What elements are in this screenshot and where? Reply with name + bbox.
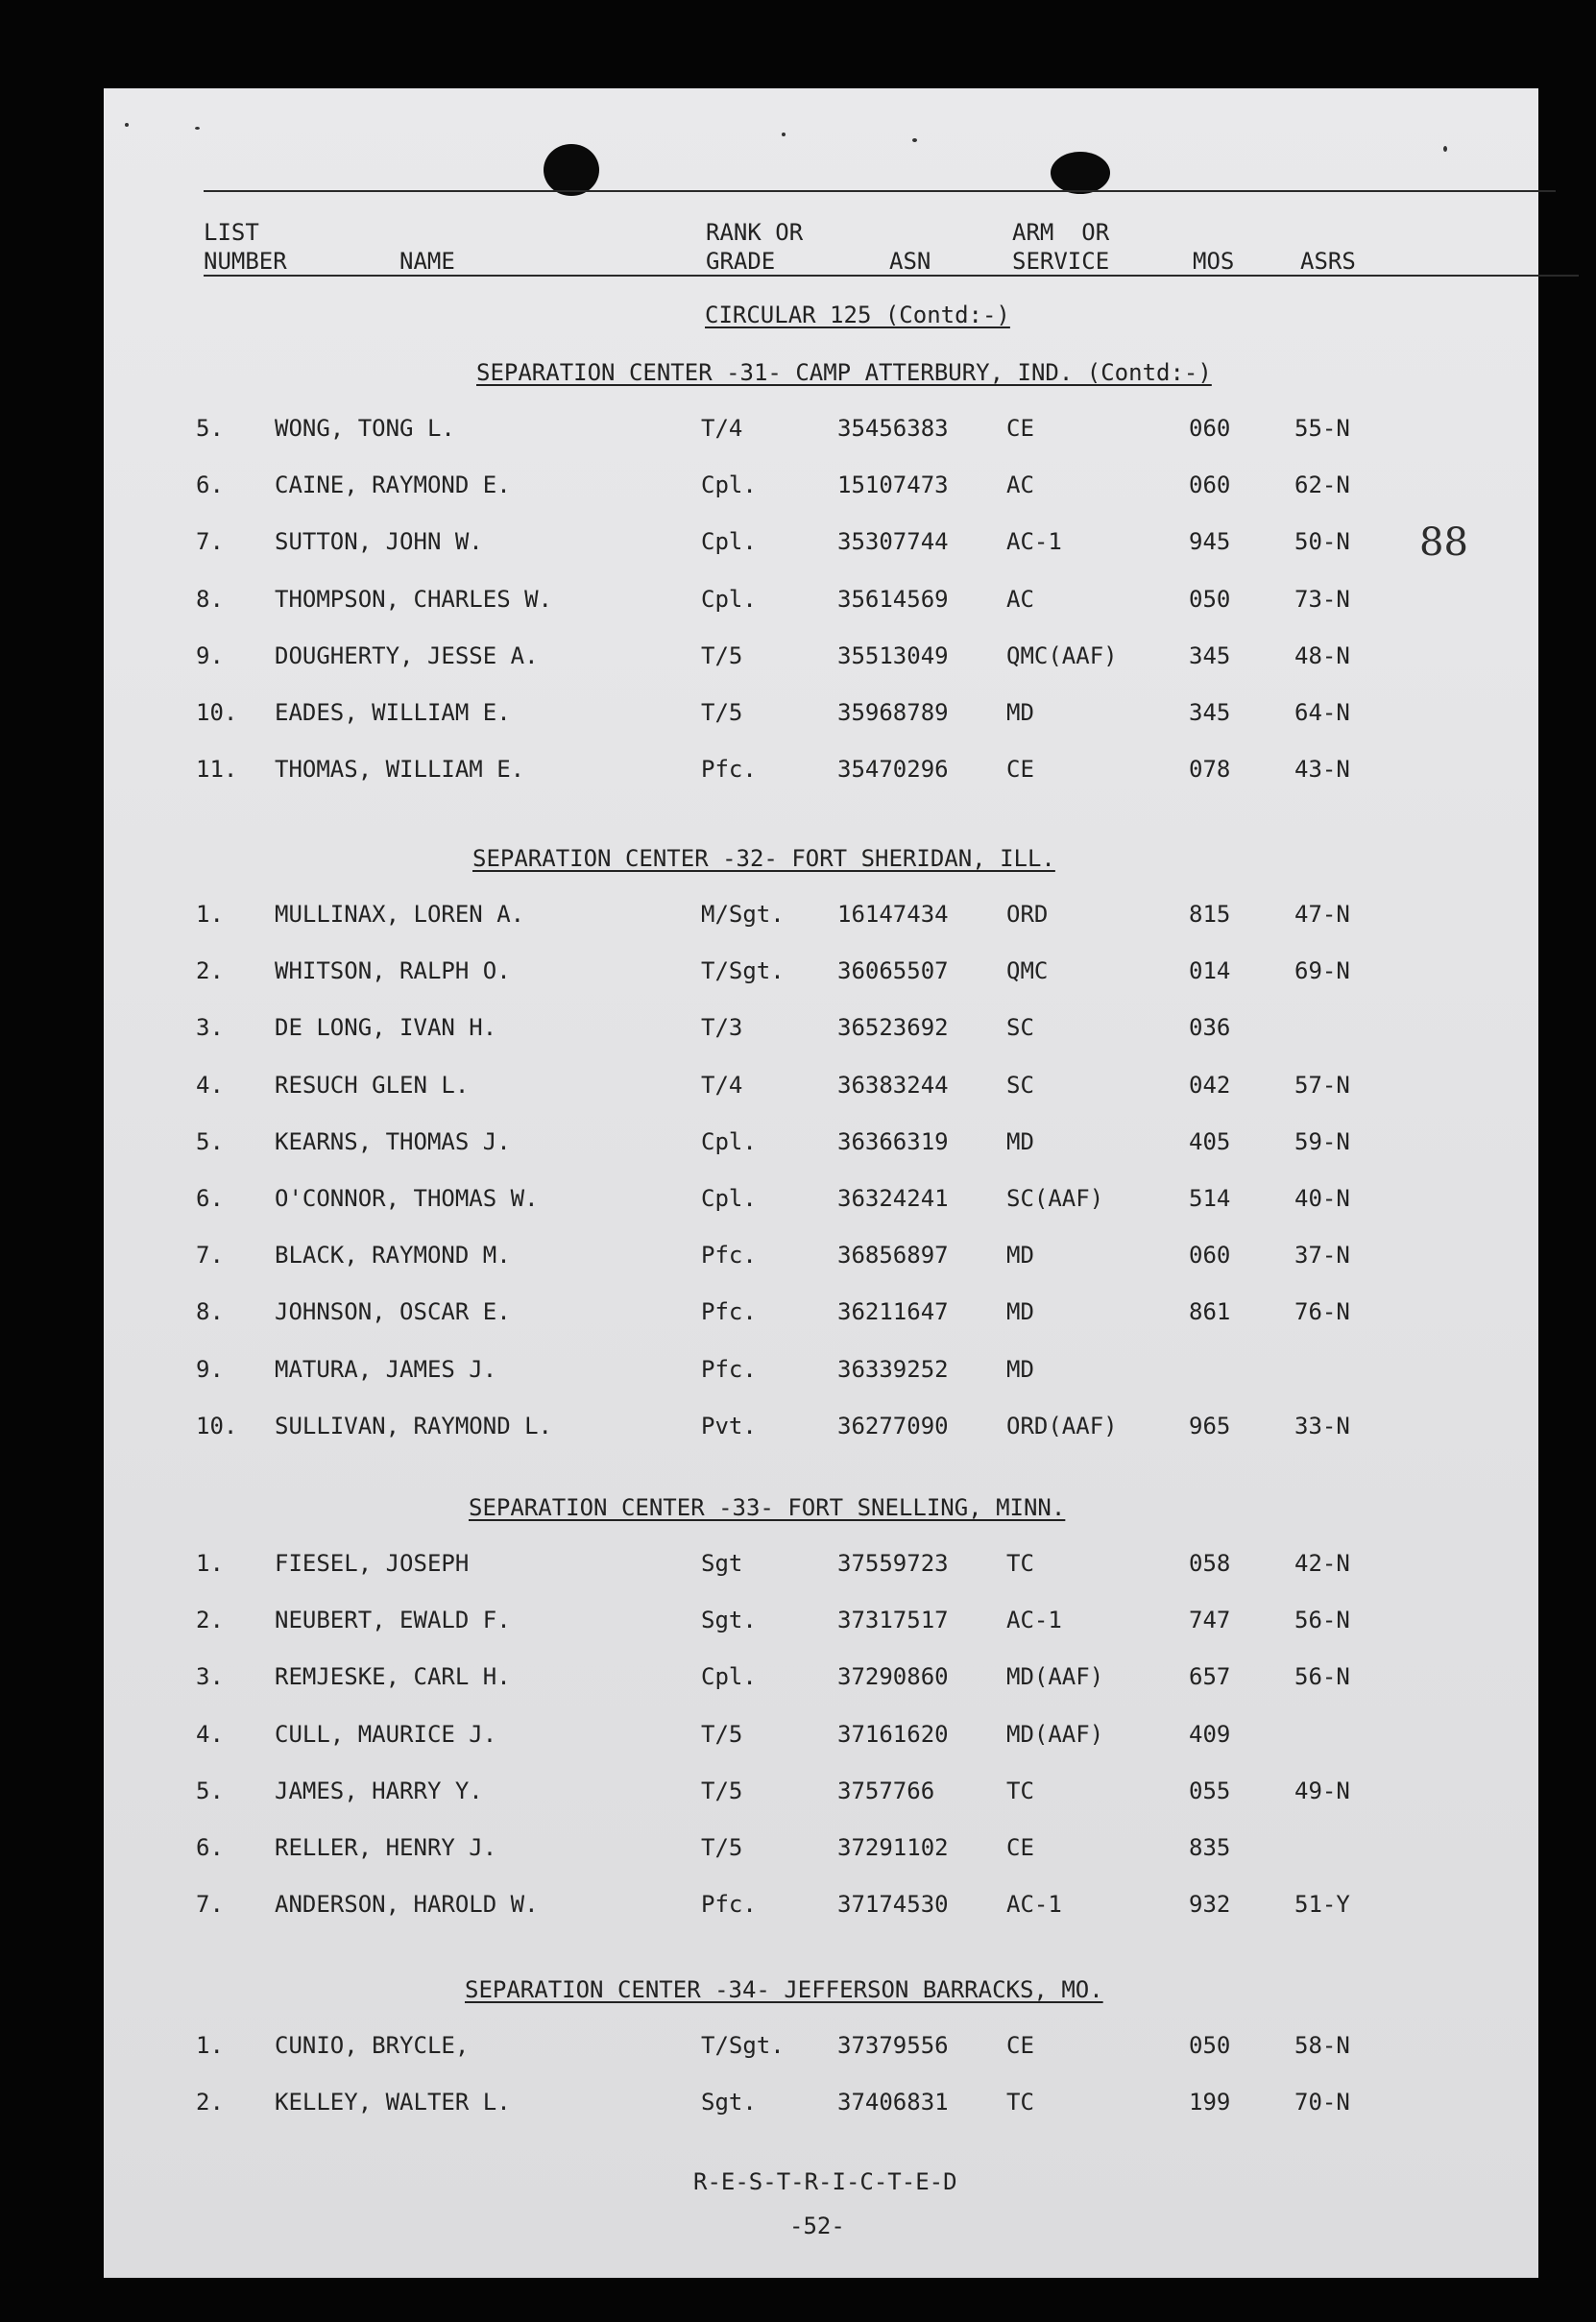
row-name: DE LONG, IVAN H.: [275, 1014, 497, 1041]
row-mos: 050: [1189, 2032, 1231, 2059]
header-asrs: ASRS: [1300, 248, 1356, 275]
row-asrs: 58-N: [1294, 2032, 1350, 2059]
row-name: CUNIO, BRYCLE,: [275, 2032, 470, 2059]
row-name: NEUBERT, EWALD F.: [275, 1607, 511, 1633]
row-rank: Cpl.: [701, 1128, 757, 1155]
header-mos: MOS: [1193, 248, 1235, 275]
row-arm-or-service: CE: [1006, 756, 1034, 783]
row-name: KELLEY, WALTER L.: [275, 2089, 511, 2116]
row-list-number: 6.: [196, 472, 224, 498]
row-mos: 060: [1189, 1242, 1231, 1269]
row-name: THOMPSON, CHARLES W.: [275, 586, 552, 613]
row-list-number: 3.: [196, 1663, 224, 1690]
speck: [125, 123, 129, 127]
row-asn: 3757766: [837, 1778, 935, 1804]
row-list-number: 6.: [196, 1834, 224, 1861]
row-mos: 055: [1189, 1778, 1231, 1804]
row-list-number: 7.: [196, 1242, 224, 1269]
row-name: RELLER, HENRY J.: [275, 1834, 497, 1861]
row-rank: Pfc.: [701, 756, 757, 783]
row-asrs: 56-N: [1294, 1663, 1350, 1690]
row-rank: T/3: [701, 1014, 743, 1041]
section-title: SEPARATION CENTER -31- CAMP ATTERBURY, IND. (Contd:-): [476, 359, 1212, 386]
row-rank: Sgt.: [701, 1607, 757, 1633]
header-rule: [204, 275, 1579, 277]
row-arm-or-service: TC: [1006, 1778, 1034, 1804]
row-name: BLACK, RAYMOND M.: [275, 1242, 511, 1269]
row-mos: 199: [1189, 2089, 1231, 2116]
row-list-number: 7.: [196, 528, 224, 555]
row-asn: 36065507: [837, 957, 949, 984]
row-asrs: 33-N: [1294, 1413, 1350, 1439]
row-rank: Pvt.: [701, 1413, 757, 1439]
row-asn: 37406831: [837, 2089, 949, 2116]
row-name: SUTTON, JOHN W.: [275, 528, 483, 555]
row-name: ANDERSON, HAROLD W.: [275, 1891, 539, 1918]
row-mos: 405: [1189, 1128, 1231, 1155]
row-rank: T/Sgt.: [701, 2032, 785, 2059]
row-list-number: 10.: [196, 1413, 238, 1439]
row-list-number: 2.: [196, 957, 224, 984]
row-name: REMJESKE, CARL H.: [275, 1663, 511, 1690]
row-rank: T/4: [701, 1072, 743, 1099]
row-name: MULLINAX, LOREN A.: [275, 901, 525, 928]
row-rank: Pfc.: [701, 1242, 757, 1269]
row-mos: 835: [1189, 1834, 1231, 1861]
row-arm-or-service: TC: [1006, 2089, 1034, 2116]
row-arm-or-service: CE: [1006, 2032, 1034, 2059]
row-asn: 36523692: [837, 1014, 949, 1041]
row-asrs: 57-N: [1294, 1072, 1350, 1099]
row-asrs: 59-N: [1294, 1128, 1350, 1155]
row-rank: Cpl.: [701, 586, 757, 613]
row-arm-or-service: AC-1: [1006, 1891, 1062, 1918]
row-list-number: 2.: [196, 2089, 224, 2116]
row-asrs: 55-N: [1294, 415, 1350, 442]
page-number: -52-: [789, 2213, 845, 2239]
row-mos: 050: [1189, 586, 1231, 613]
row-arm-or-service: TC: [1006, 1550, 1034, 1577]
row-asn: 36324241: [837, 1185, 949, 1212]
row-asrs: 43-N: [1294, 756, 1350, 783]
speck: [782, 133, 786, 136]
row-arm-or-service: CE: [1006, 1834, 1034, 1861]
row-rank: T/Sgt.: [701, 957, 785, 984]
row-mos: 409: [1189, 1721, 1231, 1748]
row-list-number: 5.: [196, 415, 224, 442]
row-name: CAINE, RAYMOND E.: [275, 472, 511, 498]
row-list-number: 3.: [196, 1014, 224, 1041]
row-asrs: 73-N: [1294, 586, 1350, 613]
row-asn: 36366319: [837, 1128, 949, 1155]
row-asn: 16147434: [837, 901, 949, 928]
header-number: NUMBER: [204, 248, 287, 275]
row-asn: 36383244: [837, 1072, 949, 1099]
row-asn: 35307744: [837, 528, 949, 555]
row-list-number: 5.: [196, 1128, 224, 1155]
row-list-number: 1.: [196, 1550, 224, 1577]
row-name: THOMAS, WILLIAM E.: [275, 756, 525, 783]
row-arm-or-service: AC-1: [1006, 1607, 1062, 1633]
row-arm-or-service: QMC(AAF): [1006, 642, 1118, 669]
row-arm-or-service: MD: [1006, 1128, 1034, 1155]
row-asn: 36211647: [837, 1298, 949, 1325]
row-name: CULL, MAURICE J.: [275, 1721, 497, 1748]
row-rank: Sgt: [701, 1550, 743, 1577]
row-asrs: 40-N: [1294, 1185, 1350, 1212]
row-mos: 861: [1189, 1298, 1231, 1325]
row-rank: Cpl.: [701, 1663, 757, 1690]
row-asrs: 70-N: [1294, 2089, 1350, 2116]
row-mos: 514: [1189, 1185, 1231, 1212]
row-asrs: 49-N: [1294, 1778, 1350, 1804]
punch-hole-right: [1051, 152, 1110, 194]
row-asrs: 37-N: [1294, 1242, 1350, 1269]
row-asrs: 64-N: [1294, 699, 1350, 726]
row-name: JOHNSON, OSCAR E.: [275, 1298, 511, 1325]
row-rank: T/5: [701, 699, 743, 726]
row-rank: T/5: [701, 1778, 743, 1804]
row-name: FIESEL, JOSEPH: [275, 1550, 470, 1577]
row-list-number: 11.: [196, 756, 238, 783]
header-name: NAME: [399, 248, 455, 275]
row-rank: Cpl.: [701, 1185, 757, 1212]
restricted-marking: R-E-S-T-R-I-C-T-E-D: [693, 2168, 957, 2195]
header-grade: GRADE: [706, 248, 776, 275]
row-list-number: 1.: [196, 2032, 224, 2059]
row-asn: 37559723: [837, 1550, 949, 1577]
row-rank: T/5: [701, 1834, 743, 1861]
row-arm-or-service: AC-1: [1006, 528, 1062, 555]
row-arm-or-service: AC: [1006, 586, 1034, 613]
section-title: SEPARATION CENTER -34- JEFFERSON BARRACKS, MO.: [465, 1976, 1103, 2003]
row-asn: 36856897: [837, 1242, 949, 1269]
row-asrs: 76-N: [1294, 1298, 1350, 1325]
row-asn: 35614569: [837, 586, 949, 613]
row-arm-or-service: MD: [1006, 1356, 1034, 1383]
row-asrs: 42-N: [1294, 1550, 1350, 1577]
row-arm-or-service: MD: [1006, 699, 1034, 726]
row-rank: Pfc.: [701, 1298, 757, 1325]
row-arm-or-service: MD: [1006, 1298, 1034, 1325]
row-asn: 37291102: [837, 1834, 949, 1861]
row-asn: 35513049: [837, 642, 949, 669]
row-name: KEARNS, THOMAS J.: [275, 1128, 511, 1155]
row-asrs: 69-N: [1294, 957, 1350, 984]
punch-hole-left: [544, 144, 599, 196]
row-list-number: 10.: [196, 699, 238, 726]
row-rank: T/5: [701, 1721, 743, 1748]
row-asrs: 62-N: [1294, 472, 1350, 498]
row-arm-or-service: MD(AAF): [1006, 1721, 1104, 1748]
row-arm-or-service: SC(AAF): [1006, 1185, 1104, 1212]
speck: [195, 127, 200, 130]
row-asrs: 56-N: [1294, 1607, 1350, 1633]
row-asn: 36277090: [837, 1413, 949, 1439]
row-rank: Sgt.: [701, 2089, 757, 2116]
row-mos: 815: [1189, 901, 1231, 928]
row-arm-or-service: MD(AAF): [1006, 1663, 1104, 1690]
row-asn: 15107473: [837, 472, 949, 498]
row-name: DOUGHERTY, JESSE A.: [275, 642, 539, 669]
row-asn: 35456383: [837, 415, 949, 442]
handwritten-page-number: 88: [1419, 520, 1468, 565]
row-mos: 036: [1189, 1014, 1231, 1041]
row-rank: T/5: [701, 642, 743, 669]
row-name: WHITSON, RALPH O.: [275, 957, 511, 984]
row-mos: 657: [1189, 1663, 1231, 1690]
row-mos: 965: [1189, 1413, 1231, 1439]
row-arm-or-service: SC: [1006, 1072, 1034, 1099]
row-rank: Cpl.: [701, 528, 757, 555]
row-arm-or-service: CE: [1006, 415, 1034, 442]
row-mos: 945: [1189, 528, 1231, 555]
row-list-number: 9.: [196, 1356, 224, 1383]
top-rule: [204, 190, 1556, 192]
row-asrs: 51-Y: [1294, 1891, 1350, 1918]
header-asn: ASN: [889, 248, 931, 275]
row-asn: 36339252: [837, 1356, 949, 1383]
row-name: JAMES, HARRY Y.: [275, 1778, 483, 1804]
row-asn: 37317517: [837, 1607, 949, 1633]
row-mos: 058: [1189, 1550, 1231, 1577]
speck: [1443, 146, 1447, 152]
row-arm-or-service: SC: [1006, 1014, 1034, 1041]
row-arm-or-service: ORD: [1006, 901, 1049, 928]
section-title: SEPARATION CENTER -32- FORT SHERIDAN, ILL.: [472, 845, 1055, 872]
row-rank: Cpl.: [701, 472, 757, 498]
row-mos: 747: [1189, 1607, 1231, 1633]
row-rank: T/4: [701, 415, 743, 442]
circular-title: CIRCULAR 125 (Contd:-): [705, 302, 1010, 328]
section-title: SEPARATION CENTER -33- FORT SNELLING, MINN.: [469, 1494, 1066, 1521]
row-asn: 37290860: [837, 1663, 949, 1690]
row-asrs: 47-N: [1294, 901, 1350, 928]
document-page: [104, 88, 1538, 2278]
header-list: LIST: [204, 219, 259, 246]
row-mos: 932: [1189, 1891, 1231, 1918]
row-arm-or-service: MD: [1006, 1242, 1034, 1269]
speck: [912, 138, 917, 142]
row-mos: 345: [1189, 642, 1231, 669]
row-rank: M/Sgt.: [701, 901, 785, 928]
row-name: MATURA, JAMES J.: [275, 1356, 497, 1383]
row-asn: 35968789: [837, 699, 949, 726]
header-arm: ARM OR: [1012, 219, 1110, 246]
row-name: SULLIVAN, RAYMOND L.: [275, 1413, 552, 1439]
header-service: SERVICE: [1012, 248, 1110, 275]
row-asrs: 48-N: [1294, 642, 1350, 669]
row-name: WONG, TONG L.: [275, 415, 455, 442]
row-list-number: 5.: [196, 1778, 224, 1804]
row-list-number: 8.: [196, 586, 224, 613]
row-list-number: 6.: [196, 1185, 224, 1212]
row-list-number: 1.: [196, 901, 224, 928]
row-list-number: 8.: [196, 1298, 224, 1325]
row-asn: 37174530: [837, 1891, 949, 1918]
row-name: O'CONNOR, THOMAS W.: [275, 1185, 539, 1212]
row-list-number: 4.: [196, 1721, 224, 1748]
row-arm-or-service: AC: [1006, 472, 1034, 498]
row-rank: Pfc.: [701, 1891, 757, 1918]
row-name: RESUCH GLEN L.: [275, 1072, 470, 1099]
row-mos: 042: [1189, 1072, 1231, 1099]
row-list-number: 7.: [196, 1891, 224, 1918]
row-mos: 014: [1189, 957, 1231, 984]
row-list-number: 9.: [196, 642, 224, 669]
header-rank: RANK OR: [706, 219, 804, 246]
row-rank: Pfc.: [701, 1356, 757, 1383]
row-asn: 37379556: [837, 2032, 949, 2059]
row-asn: 37161620: [837, 1721, 949, 1748]
row-asrs: 50-N: [1294, 528, 1350, 555]
row-name: EADES, WILLIAM E.: [275, 699, 511, 726]
row-asn: 35470296: [837, 756, 949, 783]
row-mos: 060: [1189, 415, 1231, 442]
row-list-number: 4.: [196, 1072, 224, 1099]
row-mos: 060: [1189, 472, 1231, 498]
row-mos: 345: [1189, 699, 1231, 726]
row-list-number: 2.: [196, 1607, 224, 1633]
row-arm-or-service: QMC: [1006, 957, 1049, 984]
row-mos: 078: [1189, 756, 1231, 783]
row-arm-or-service: ORD(AAF): [1006, 1413, 1118, 1439]
